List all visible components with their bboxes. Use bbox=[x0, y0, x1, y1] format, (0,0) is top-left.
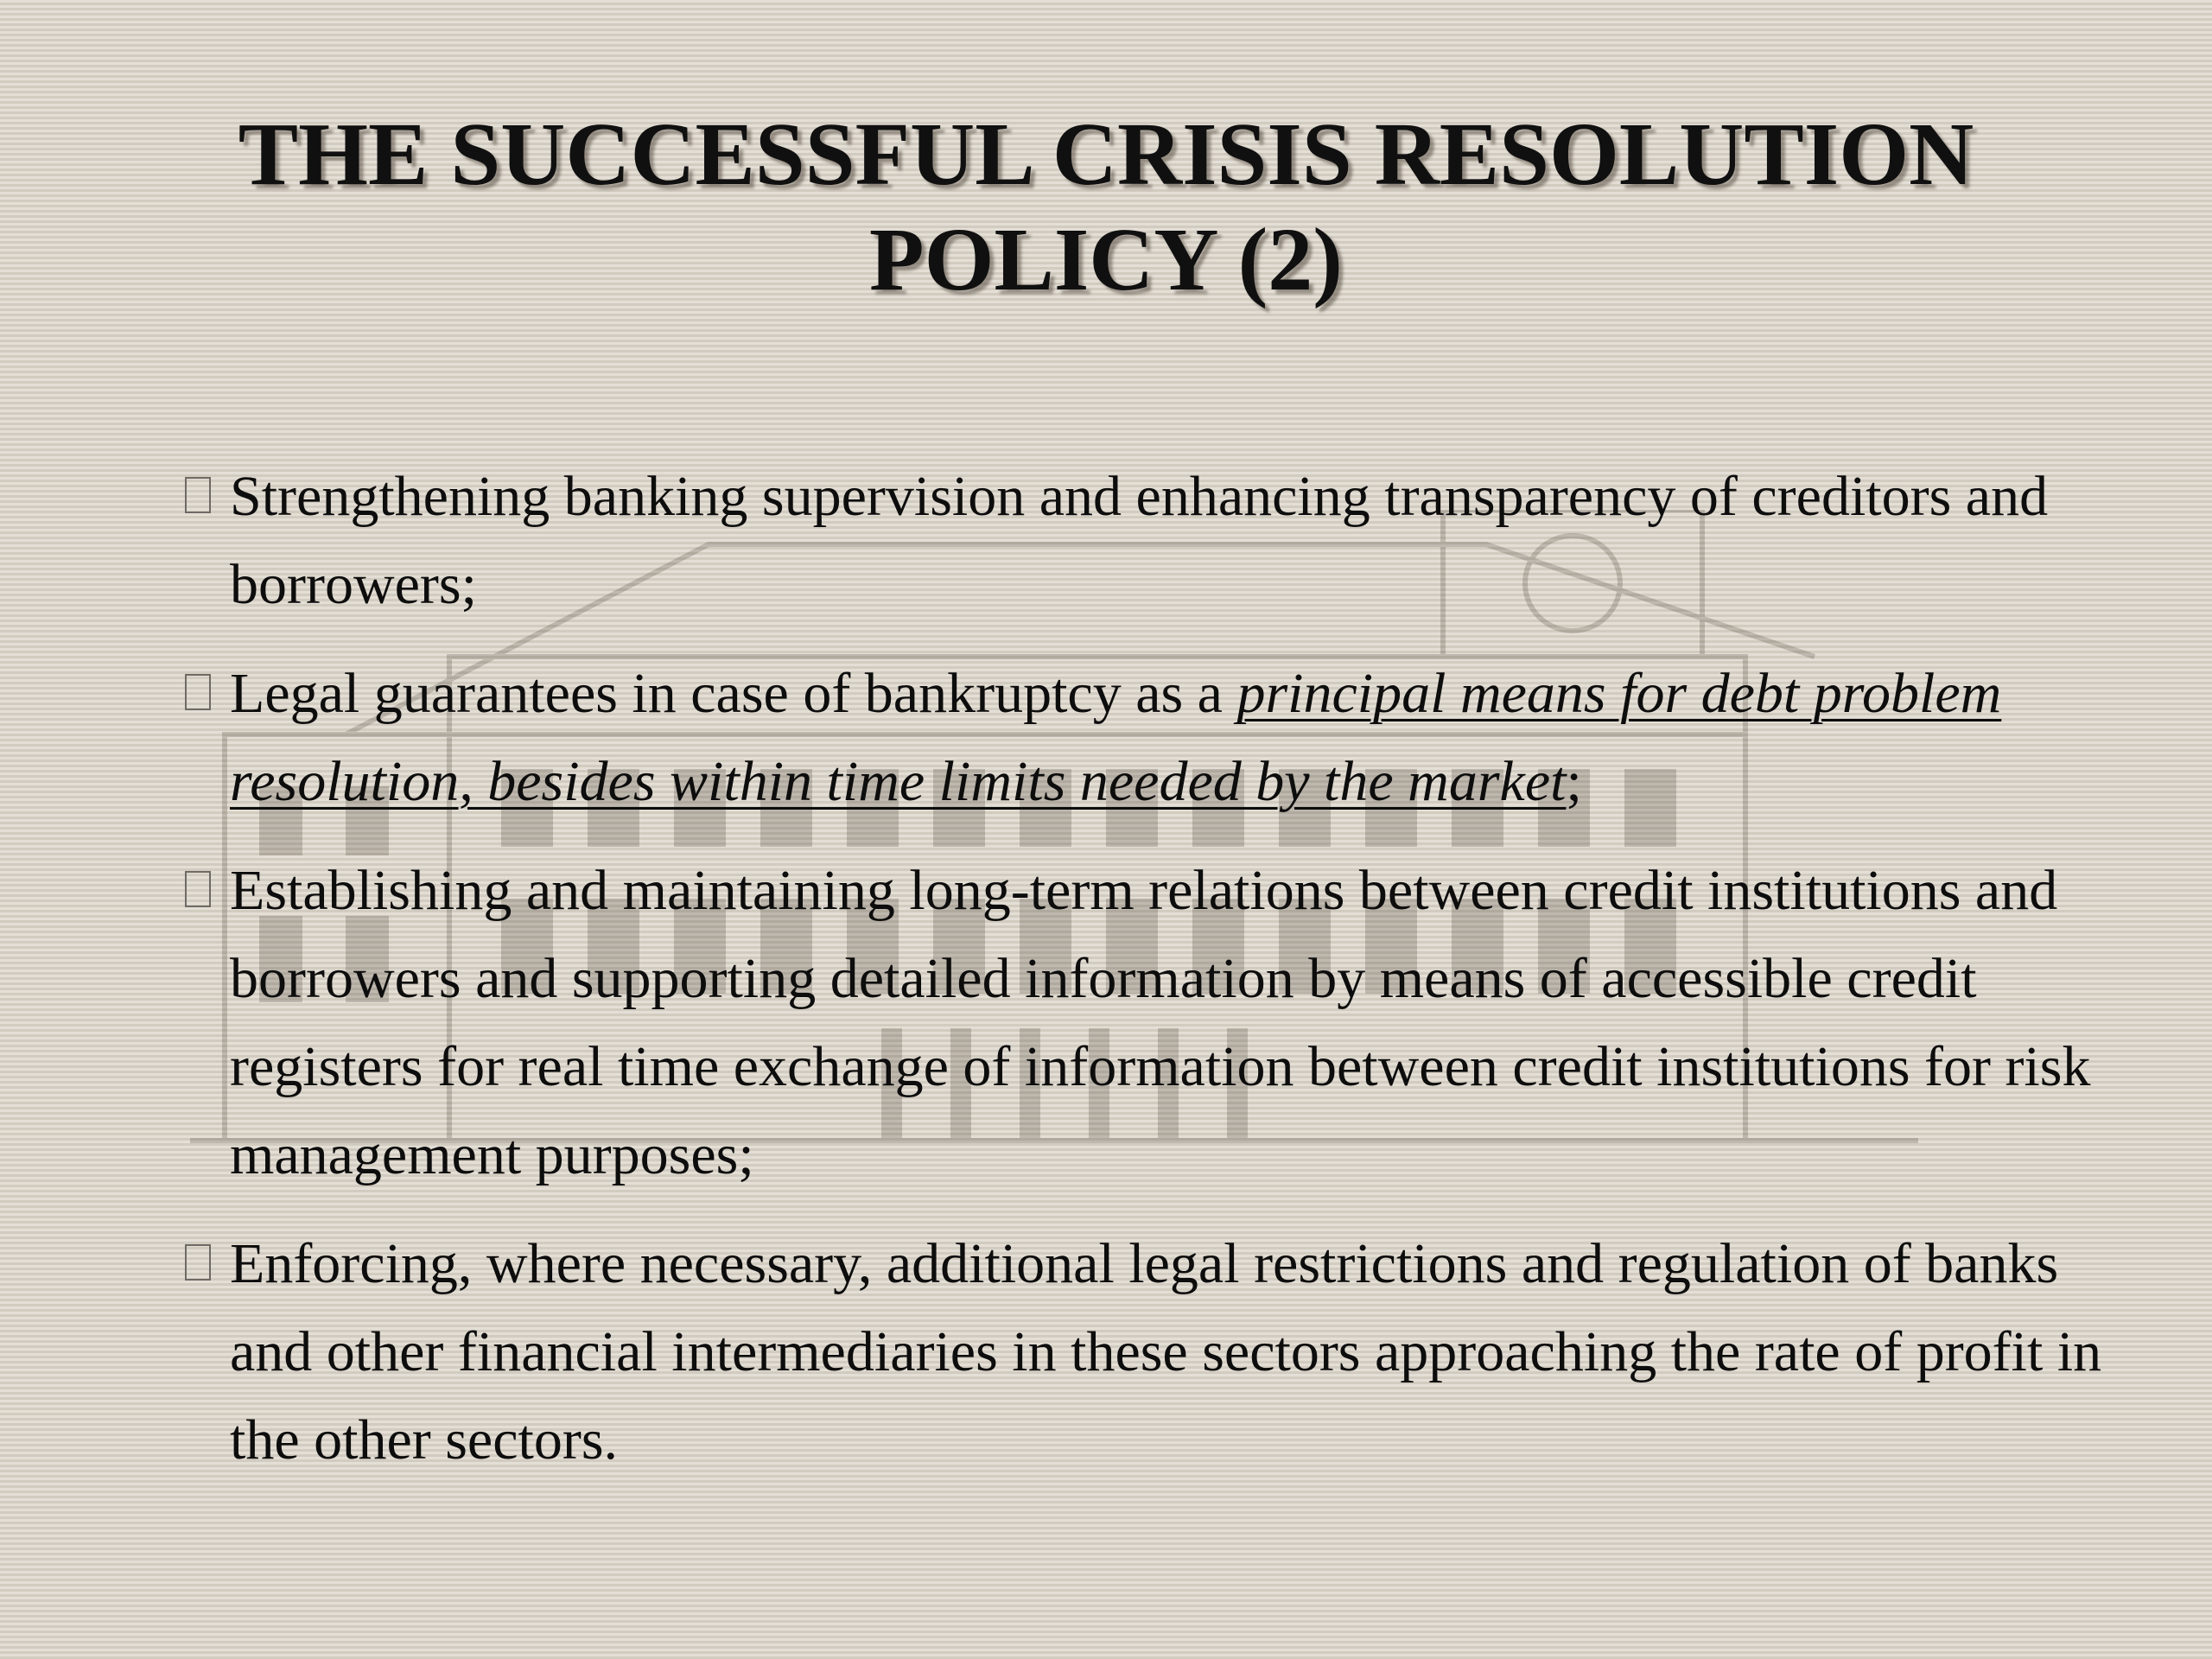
bullet-item-long-term-relations bbox=[181, 847, 2117, 1199]
bullet-text: Enforcing, where necessary, additional legal restrictions and regulation of banks and other financial intermediaries in these sectors approaching the rate of profit in the other sectors. bbox=[230, 1232, 2102, 1471]
bullet-emphasis-text: principal means for debt problem resolution, besides within time limits needed by the market bbox=[230, 662, 2002, 813]
bullet-text-end: ; bbox=[1566, 750, 1582, 813]
square-bullet-icon bbox=[185, 1244, 211, 1281]
bullet-item-legal-restrictions bbox=[181, 1220, 2117, 1484]
square-bullet-icon bbox=[185, 674, 211, 710]
bullet-item-legal-guarantees bbox=[181, 650, 2117, 826]
bullet-text: Establishing and maintaining long-term relations between credit institutions and borrowers and supporting detailed information by means of accessible credit registers for real time exchange of information between credit institutions for risk management purposes; bbox=[230, 859, 2091, 1186]
slide-title-line-2: POLICY (2) bbox=[869, 210, 1343, 309]
square-bullet-icon bbox=[185, 871, 211, 907]
bullet-list bbox=[181, 453, 2117, 1505]
square-bullet-icon bbox=[185, 477, 211, 513]
slide-title-line-1: THE SUCCESSFUL CRISIS RESOLUTION bbox=[238, 105, 1974, 204]
bullet-text: Legal guarantees in case of bankruptcy as a bbox=[230, 662, 1237, 725]
bullet-text: Strengthening banking supervision and enhancing transparency of creditors and borrowers; bbox=[230, 465, 2049, 616]
slide-title bbox=[0, 102, 2212, 313]
bullet-item-supervision bbox=[181, 453, 2117, 629]
